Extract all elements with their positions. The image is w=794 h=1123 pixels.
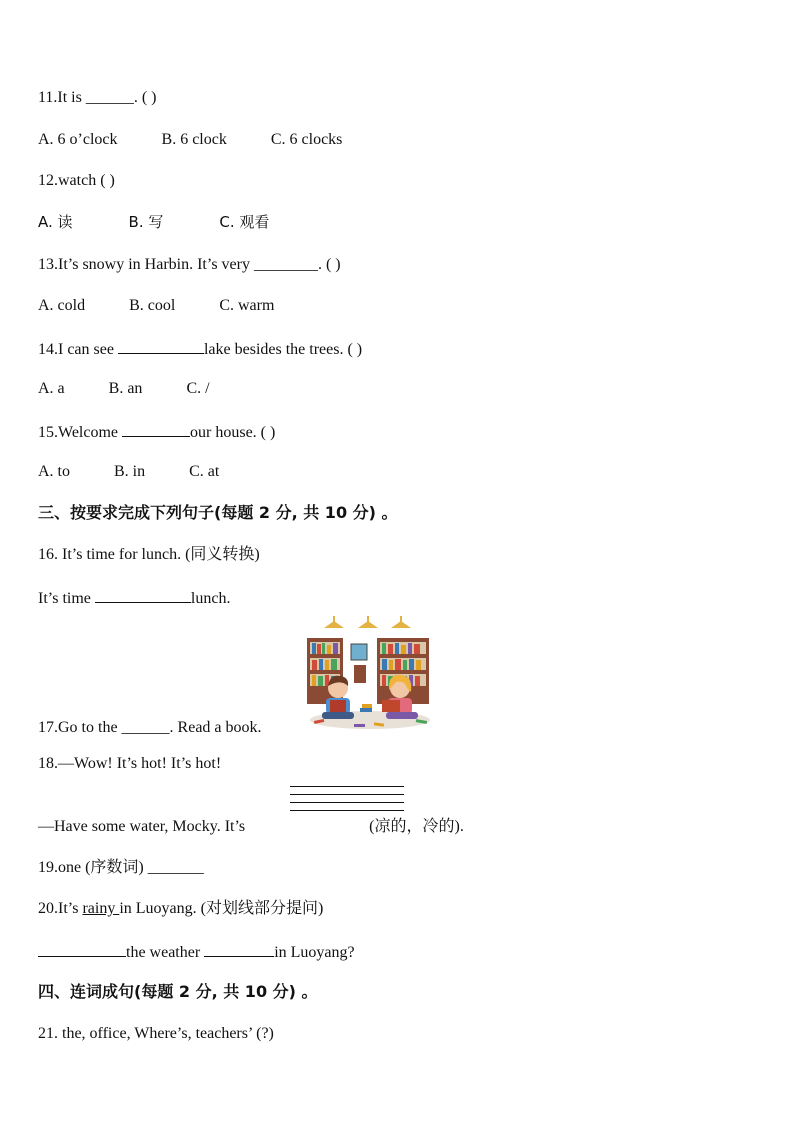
question-19-stem: 19.one (序数词) _______ xyxy=(38,859,204,876)
option-a: A. 读 xyxy=(38,213,73,231)
question-13-options xyxy=(38,296,274,316)
option-a: A. a xyxy=(38,380,65,397)
option-b: B. cool xyxy=(129,297,176,314)
question-15-options xyxy=(38,462,219,482)
option-a: A. 6 o’clock xyxy=(38,131,118,148)
question-15-stem: 15.Welcome our house. ( ) xyxy=(38,421,275,443)
question-12-options xyxy=(38,212,269,232)
section-3-heading: 三、按要求完成下列句子(每题 2 分, 共 10 分) 。 xyxy=(38,503,398,522)
option-c: C. at xyxy=(189,463,220,480)
question-18-line-1: 18.—Wow! It’s hot! It’s hot! xyxy=(38,755,222,772)
underlined-word: rainy xyxy=(82,900,120,917)
section-4-heading: 四、连词成句(每题 2 分, 共 10 分) 。 xyxy=(38,982,318,1001)
question-11-options xyxy=(38,130,342,150)
question-16-stem: 16. It’s time for lunch. (同义转换) xyxy=(38,546,260,563)
question-11-stem: 11.It is ______. ( ) xyxy=(38,89,157,106)
answer-blank xyxy=(95,587,191,603)
option-a: A. cold xyxy=(38,297,86,314)
question-13-stem: 13.It’s snowy in Harbin. It’s very ________. ( ) xyxy=(38,256,341,273)
question-16-answer: It’s time lunch. xyxy=(38,587,230,609)
answer-blank xyxy=(118,338,204,354)
question-17-stem: 17.Go to the ______. Read a book. xyxy=(38,719,262,736)
question-20-answer: the weather in Luoyang? xyxy=(38,941,355,963)
option-c: C. / xyxy=(186,380,210,397)
answer-blank xyxy=(204,941,274,957)
question-14-stem: 14.I can see lake besides the trees. ( ) xyxy=(38,338,362,360)
option-c: C. 观看 xyxy=(219,213,270,231)
answer-blank xyxy=(38,941,126,957)
option-b: B. an xyxy=(108,380,143,397)
option-c: C. 6 clocks xyxy=(270,131,343,148)
question-21-stem: 21. the, office, Where’s, teachers’ (?) xyxy=(38,1025,274,1042)
library-reading-illustration xyxy=(304,616,434,732)
question-18-line-2: —Have some water, Mocky. It’s (凉的，冷的). xyxy=(38,818,464,835)
option-b: B. 6 clock xyxy=(161,131,227,148)
four-line-writing-guide xyxy=(290,786,404,818)
option-b: B. in xyxy=(114,463,146,480)
question-20-stem: 20.It’s rainy in Luoyang. (对划线部分提问) xyxy=(38,900,324,917)
answer-blank xyxy=(122,421,190,437)
option-b: B. 写 xyxy=(128,213,164,231)
question-12-stem: 12.watch ( ) xyxy=(38,172,115,189)
option-c: C. warm xyxy=(219,297,275,314)
option-a: A. to xyxy=(38,463,70,480)
question-14-options xyxy=(38,379,210,399)
